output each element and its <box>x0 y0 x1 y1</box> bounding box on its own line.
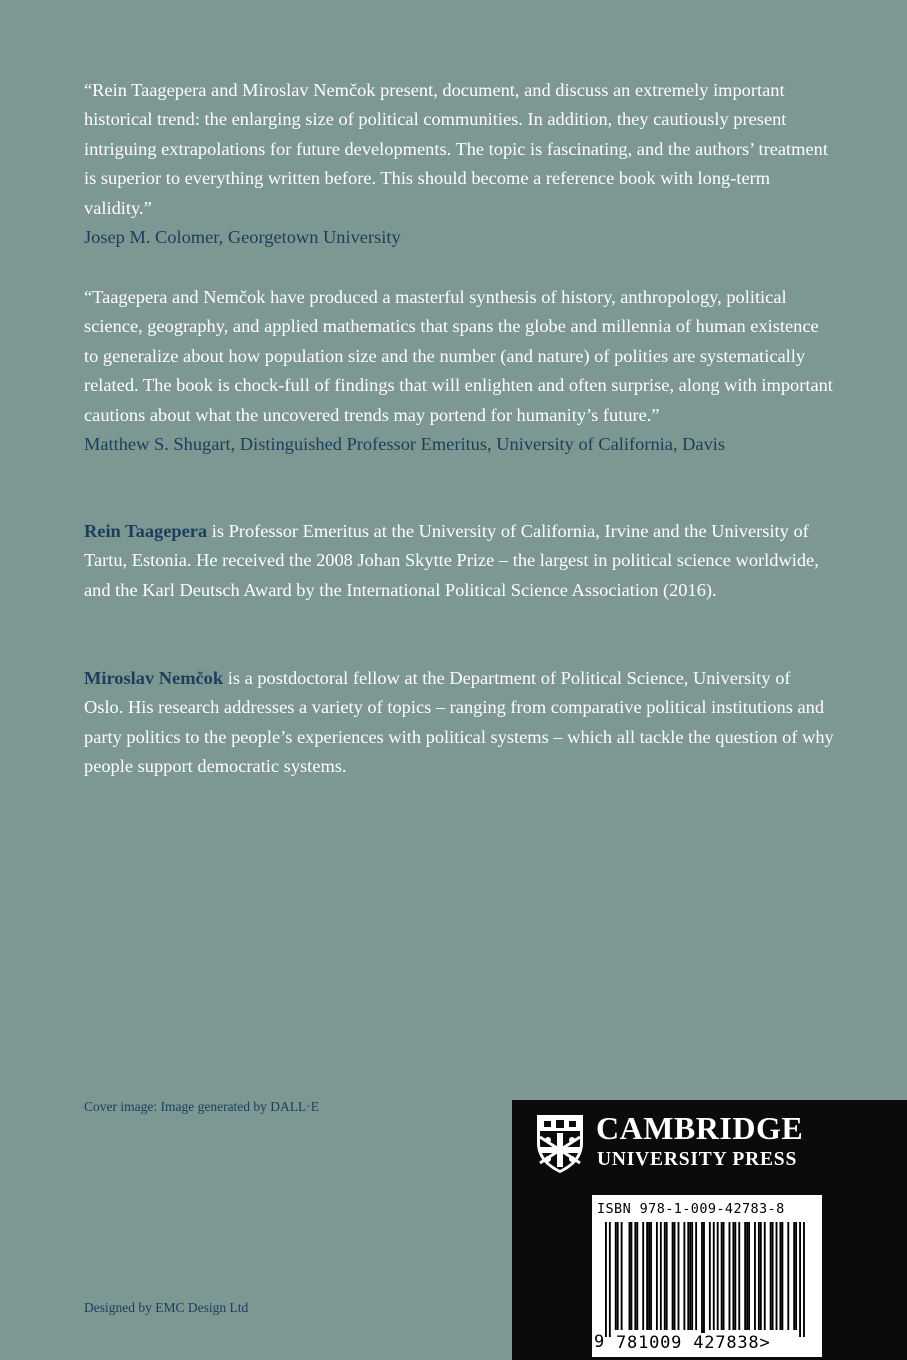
quote-1 <box>84 76 834 252</box>
barcode-bar <box>729 1222 731 1330</box>
barcode-bar <box>793 1222 795 1330</box>
author-bio-2 <box>84 664 834 782</box>
quote-1-attribution: Josep M. Colomer, Georgetown University <box>84 227 401 248</box>
author-name-2: Miroslav Nemčok <box>84 668 224 688</box>
author-name-1: Rein Taagepera <box>84 521 208 541</box>
author-bio-2-text: is a postdoctoral fellow at the Department of Political Science, University of Oslo. His research addresses a variety of topics – ranging from comparative political institutions and party politics to the people’s experiences with political systems – which all tackle the question of why people support democratic systems. <box>84 668 834 777</box>
barcode-bar <box>666 1222 668 1330</box>
barcode-bar <box>605 1222 607 1337</box>
barcode-bar <box>717 1222 719 1330</box>
publisher-name: CAMBRIDGE <box>596 1110 804 1146</box>
barcode-bar <box>636 1222 638 1330</box>
barcode-bar <box>689 1222 691 1330</box>
ean-digits <box>614 1333 773 1353</box>
barcode-bar <box>781 1222 783 1330</box>
barcode-bar <box>615 1222 617 1330</box>
barcode-bar <box>621 1222 623 1330</box>
barcode-bar <box>758 1222 760 1330</box>
barcode-bar <box>772 1222 774 1330</box>
barcode-bar <box>630 1222 632 1330</box>
barcode-bar <box>678 1222 680 1330</box>
barcode-bar <box>609 1222 611 1337</box>
barcode-bar <box>799 1222 801 1337</box>
barcode <box>592 1195 822 1357</box>
barcode-bar <box>703 1222 705 1337</box>
barcode-bar <box>787 1222 789 1330</box>
ean-first-digit: 9 <box>594 1332 605 1352</box>
barcode-bar <box>687 1222 689 1330</box>
barcode-bar <box>795 1222 797 1330</box>
barcode-bar <box>683 1222 685 1330</box>
author-bio-1 <box>84 517 834 605</box>
publisher-subtitle: UNIVERSITY PRESS <box>597 1149 798 1170</box>
barcode-bar <box>617 1222 619 1330</box>
barcode-bar <box>701 1222 703 1337</box>
barcode-bar <box>646 1222 648 1330</box>
isbn-label: ISBN 978-1-009-42783-8 <box>597 1201 785 1217</box>
barcode-bar <box>754 1222 756 1330</box>
barcode-bar <box>744 1222 746 1330</box>
barcode-bar <box>656 1222 658 1330</box>
barcode-bar <box>721 1222 723 1330</box>
barcode-bar <box>695 1222 697 1330</box>
barcode-bar <box>723 1222 725 1330</box>
barcode-bar <box>764 1222 766 1330</box>
barcode-bar <box>634 1222 636 1330</box>
quiet-zone-marker: > <box>759 1333 771 1353</box>
barcode-bar <box>674 1222 676 1330</box>
barcode-bar <box>713 1222 715 1330</box>
design-credit: Designed by EMC Design Ltd <box>84 1300 249 1315</box>
barcode-bar <box>629 1222 631 1330</box>
barcode-bar <box>803 1222 805 1337</box>
barcode-bar <box>734 1222 736 1330</box>
quote-2 <box>84 283 834 459</box>
barcode-bar <box>709 1222 711 1330</box>
cambridge-crest-icon <box>535 1113 585 1175</box>
barcode-bar <box>746 1222 748 1330</box>
barcode-bar <box>672 1222 674 1330</box>
cover-credit: Cover image: Image generated by DALL·E <box>84 1099 320 1114</box>
barcode-bar <box>748 1222 750 1330</box>
barcode-bar <box>760 1222 762 1330</box>
publisher-panel <box>512 1100 907 1360</box>
barcode-bars <box>605 1222 805 1337</box>
barcode-bar <box>664 1222 666 1330</box>
quote-2-text: “Taagepera and Nemčok have produced a masterful synthesis of history, anthropology, political science, geography, and applied mathematics that spans the globe and millennia of human existence to generalize about how population size and the number (and nature) of polities are systematically related. The book is chock-full of findings that will enlighten and often surprise, along with important cautions about what the uncovered trends may portend for humanity’s future.” <box>84 287 833 425</box>
quote-2-attribution: Matthew S. Shugart, Distinguished Professor Emeritus, University of California, Davis <box>84 434 726 455</box>
barcode-bar <box>650 1222 652 1330</box>
author-bio-1-text: is Professor Emeritus at the University of California, Irvine and the University of Tartu, Estonia. He received the 2008 Johan Skytte Prize – the largest in political science worldwide, and the Karl Deutsch Award by the International Political Science Association (2016). <box>84 521 819 600</box>
barcode-bar <box>642 1222 644 1330</box>
barcode-bar <box>732 1222 734 1330</box>
quote-1-text: “Rein Taagepera and Miroslav Nemčok present, document, and discuss an extremely important historical trend: the enlarging size of political communities. In addition, they cautiously present intriguing extrapolations for future developments. The topic is fascinating, and the authors’ treatment is superior to everything written before. This should become a reference book with long-term validity.” <box>84 80 828 218</box>
barcode-bar <box>648 1222 650 1330</box>
ean-digit-groups: 781009 427838 <box>616 1333 760 1353</box>
barcode-bar <box>770 1222 772 1330</box>
barcode-bar <box>738 1222 740 1330</box>
barcode-bar <box>660 1222 662 1330</box>
barcode-bar <box>780 1222 782 1330</box>
barcode-bar <box>776 1222 778 1330</box>
barcode-bar <box>691 1222 693 1330</box>
